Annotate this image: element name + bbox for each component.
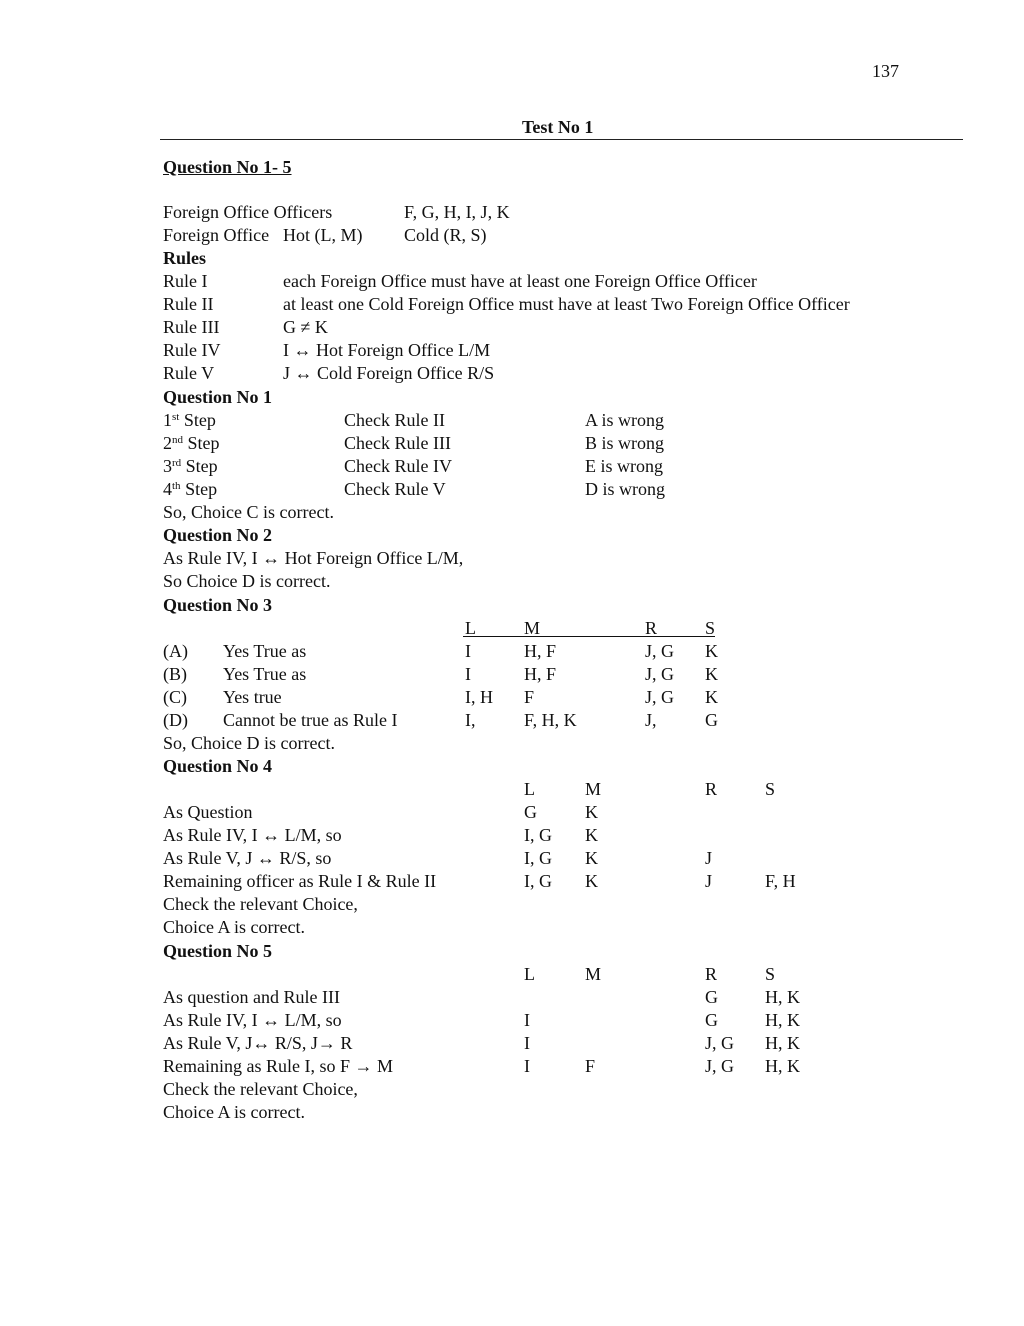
q5-cell: J, G — [705, 1056, 735, 1076]
q4-line: Check the relevant Choice, — [163, 894, 358, 914]
q4-desc: As Question — [163, 802, 253, 822]
q5-desc: As Rule IV, I ↔ L/M, so — [163, 1010, 342, 1030]
q3-cell: I, — [465, 710, 476, 730]
q5-col-header: L — [524, 964, 535, 984]
q3-conclusion: So, Choice D is correct. — [163, 733, 335, 753]
q5-cell: I — [524, 1033, 530, 1053]
q5-cell: H, K — [765, 987, 800, 1007]
q3-cell: J, G — [645, 687, 675, 707]
rule-text: at least one Cold Foreign Office must have at least Two Foreign Office Officer — [283, 294, 850, 314]
q3-cell: J, G — [645, 641, 675, 661]
rule-name: Rule IV — [163, 340, 221, 360]
q3-option: (A) — [163, 641, 188, 661]
q5-cell: J, G — [705, 1033, 735, 1053]
q5-conclusion: Choice A is correct. — [163, 1102, 305, 1122]
q4-desc: As Rule V, J ↔ R/S, so — [163, 848, 332, 868]
q3-cell: I, H — [465, 687, 493, 707]
q5-heading: Question No 5 — [163, 941, 273, 961]
q5-col-header: M — [585, 964, 602, 984]
q3-cell: K — [705, 664, 718, 684]
q2-line: As Rule IV, I ↔ Hot Foreign Office L/M, — [163, 548, 464, 568]
q3-heading: Question No 3 — [163, 595, 273, 615]
rule-text: G ≠ K — [283, 317, 328, 337]
q1-step-check: Check Rule III — [344, 433, 451, 453]
q4-cell: I, G — [524, 871, 552, 891]
q5-desc: As Rule V, J↔ R/S, J→ R — [163, 1033, 353, 1053]
q3-cell: K — [705, 687, 718, 707]
q5-cell: G — [705, 1010, 718, 1030]
q3-col-header: M — [524, 618, 541, 638]
q4-col-header: M — [585, 779, 602, 799]
q3-cell: K — [705, 641, 718, 661]
offices-label: Foreign Office — [163, 225, 270, 245]
q1-step-check: Check Rule V — [344, 479, 446, 499]
rule-text: J ↔ Cold Foreign Office R/S — [283, 363, 495, 383]
q5-desc: Remaining as Rule I, so F → M — [163, 1056, 393, 1076]
q5-cell: H, K — [765, 1056, 800, 1076]
q3-cell: G — [705, 710, 718, 730]
q4-desc: As Rule IV, I ↔ L/M, so — [163, 825, 342, 845]
q5-col-header: R — [705, 964, 718, 984]
q4-cell: I, G — [524, 825, 552, 845]
q5-cell: I — [524, 1010, 530, 1030]
q4-cell: G — [524, 802, 537, 822]
q3-option: (D) — [163, 710, 188, 730]
q4-col-header: L — [524, 779, 535, 799]
q3-cell: I — [465, 664, 471, 684]
q1-conclusion: So, Choice C is correct. — [163, 502, 334, 522]
q3-option: (B) — [163, 664, 187, 684]
q4-desc: Remaining officer as Rule I & Rule II — [163, 871, 437, 891]
q4-cell: K — [585, 848, 598, 868]
q4-cell: I, G — [524, 848, 552, 868]
q5-cell: G — [705, 987, 718, 1007]
q1-step-check: Check Rule IV — [344, 456, 452, 476]
rule-name: Rule I — [163, 271, 208, 291]
q3-desc: Yes True as — [223, 664, 307, 684]
q1-step-result: D is wrong — [585, 479, 665, 499]
q4-col-header: R — [705, 779, 718, 799]
q3-col-header: R — [645, 618, 658, 638]
q1-step-label: 2nd Step — [163, 433, 220, 453]
page-title: Test No 1 — [522, 117, 594, 137]
q4-cell: K — [585, 871, 598, 891]
q5-desc: As question and Rule III — [163, 987, 340, 1007]
page-number: 137 — [872, 61, 899, 81]
q1-step-label: 4th Step — [163, 479, 218, 499]
q5-cell: F — [585, 1056, 596, 1076]
q3-cell: F — [524, 687, 535, 707]
q3-cell: J, G — [645, 664, 675, 684]
rule-text: I ↔ Hot Foreign Office L/M — [283, 340, 491, 360]
rule-name: Rule III — [163, 317, 220, 337]
q5-cell: H, K — [765, 1010, 800, 1030]
q2-conclusion: So Choice D is correct. — [163, 571, 331, 591]
q1-step-check: Check Rule II — [344, 410, 445, 430]
q1-step-result: A is wrong — [585, 410, 665, 430]
q4-cell: J — [705, 871, 713, 891]
q1-step-label: 3rd Step — [163, 456, 218, 476]
q2-heading: Question No 2 — [163, 525, 273, 545]
q4-cell: J — [705, 848, 713, 868]
q3-cell: F, H, K — [524, 710, 577, 730]
officers-label: Foreign Office Officers — [163, 202, 333, 222]
q5-col-header: S — [765, 964, 776, 984]
q3-desc: Yes True as — [223, 641, 307, 661]
offices-cold: Cold (R, S) — [404, 225, 487, 245]
q4-heading: Question No 4 — [163, 756, 273, 776]
q3-cell: J, — [645, 710, 657, 730]
section-title: Question No 1- 5 — [163, 157, 292, 177]
rule-name: Rule V — [163, 363, 215, 383]
q3-desc: Cannot be true as Rule I — [223, 710, 398, 730]
rules-heading: Rules — [163, 248, 207, 268]
q4-cell: K — [585, 802, 598, 822]
q5-cell: H, K — [765, 1033, 800, 1053]
rule-text: each Foreign Office must have at least one Foreign Office Officer — [283, 271, 757, 291]
q4-cell: F, H — [765, 871, 796, 891]
officers-value: F, G, H, I, J, K — [404, 202, 510, 222]
q3-col-header: L — [465, 618, 476, 638]
q4-col-header: S — [765, 779, 776, 799]
q3-cell: H, F — [524, 664, 557, 684]
q1-step-result: B is wrong — [585, 433, 665, 453]
q3-desc: Yes true — [223, 687, 282, 707]
rule-name: Rule II — [163, 294, 214, 314]
q1-step-result: E is wrong — [585, 456, 663, 476]
q3-cell: I — [465, 641, 471, 661]
q3-col-header: S — [705, 618, 716, 638]
q3-option: (C) — [163, 687, 187, 707]
offices-hot: Hot (L, M) — [283, 225, 363, 245]
q4-conclusion: Choice A is correct. — [163, 917, 305, 937]
q1-heading: Question No 1 — [163, 387, 273, 407]
q4-cell: K — [585, 825, 598, 845]
q1-step-label: 1st Step — [163, 410, 216, 430]
q3-cell: H, F — [524, 641, 557, 661]
q5-line: Check the relevant Choice, — [163, 1079, 358, 1099]
q3-header-underline — [463, 617, 715, 637]
q5-cell: I — [524, 1056, 530, 1076]
title-divider — [160, 139, 963, 140]
